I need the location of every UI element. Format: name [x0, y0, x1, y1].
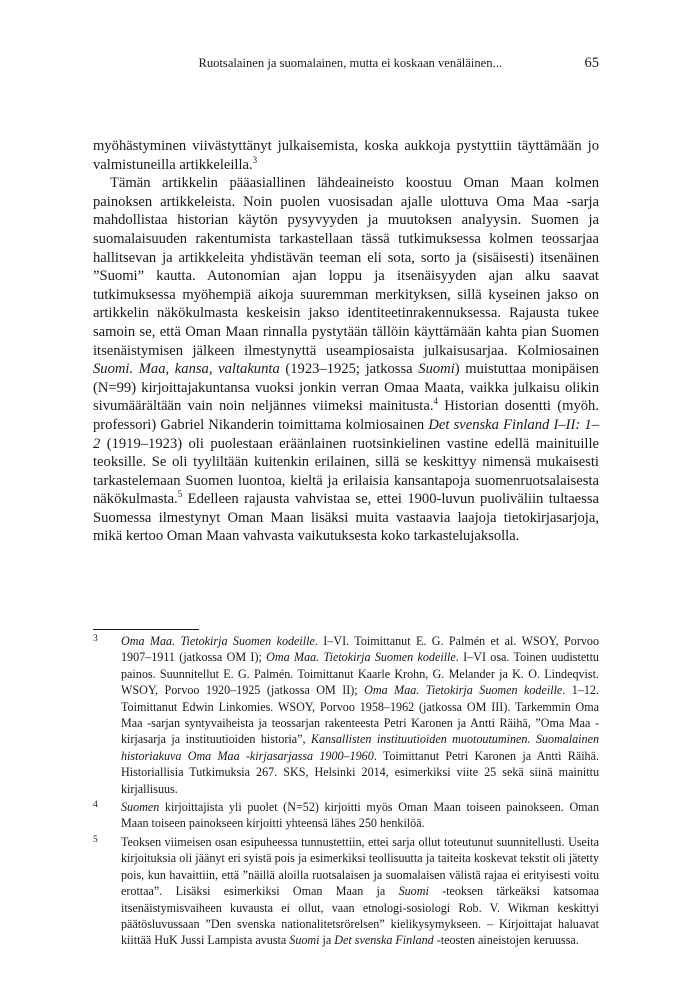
- footnote-text: . I–VI. Toimittanut E. G. Palmén et al. WSOY, Porvoo 1907–1911 (jatkossa OM I);: [121, 634, 599, 665]
- footnote-text: Teoksen viimeisen osan esipuheessa tunnustettiin, ettei sarja ollut toteutunut suunnitellusti. Useita kirjoituksia oli jäänyt eri syistä pois ja esimerkiksi teollisuutta ja taiteita koskevat tekstit oli jätetty pois, kun havaittiin, että ”näillä aloilla ruotsalaisen ja suomalaisen välistä rajaa ei erityisesti voitu erottaa”. Lisäksi esimerkiksi Oman Maan ja: [121, 834, 599, 899]
- footnote-number: 3: [93, 634, 98, 644]
- paragraph-2-text: Tämän artikkelin pääasiallinen lähdeaineisto koostuu Oman Maan kolmen painoksen artikkeleista. Noin puolen vuosisadan ajalle ulottuva Oma Maa -sarja mahdollistaa historian käytön pysyvyyden ja muutoksen analyysin. Suomen ja suomalaisuuden rakentumista tarkastellaan tässä tutkimuksessa kolmen teossarjaa hallitsevan ja artikkeleita yhdistävän teeman eli sota, sorto ja (sisäisesti) itsenäinen ”Suomi” kautta. Autonomian ajan loppu ja itsenäisyyden ajan alku saavat tutkimuksessa myöhempiä aikoja suuremman merkityksen, sillä kyseinen jakso on artikkelin näkökulmasta keskeisin jakso identiteetinrakennuksessa. Rajausta tukee samoin se, että Oman Maan rinnalla pystytään tällöin käyttämään kahta pian Suomen itsenäistymisen jälkeen ilmestynyttä useampiosaista julkaisusarjaa. Kolmiosainen: [93, 175, 599, 359]
- footnote-text: . 1–12. Toimittanut Edwin Linkomies. WSOY, Porvoo 1958–1962 (jatkossa OM III). Tarkemmin Oma Maa -sarjan syntyvaiheista ja teossarjan rakenteesta Petri Karonen ja Antti Räihä, ”Oma Maa -kirjasarja ja instituutioiden historia”,: [121, 683, 599, 747]
- footnote-3: [93, 633, 599, 797]
- footnote-text: kirjoittajista yli puolet (N=52) kirjoitti myös Oman Maan toiseen painokseen. Oman Maan toiseen painokseen kirjoitti yhteensä lähes 250 henkilöä.: [121, 800, 599, 831]
- paragraph-2-text: ) muistuttaa monipäisen (N=99) kirjoittajakuntansa vuoksi jonkin verran Omaa Maata, vaikka julkaisu olikin sivumäärältään vain noin neljännes viimeksi mainitusta.: [93, 361, 599, 415]
- paragraph-1: [93, 137, 599, 174]
- footnote-ref-3[interactable]: 3: [252, 154, 258, 165]
- footnote-italic: Suomi: [289, 933, 320, 948]
- paragraph-2-text: (1919–1923) oli puolestaan eräänlainen ruotsinkielinen vastine edellä mainituille teoksille. Se oli tyyliltään kuitenkin erilainen, sillä se keskittyy nimensä mukaisesti tarkastelemaan Suomen luontoa, kieltä ja erilaisia kansantapoja suomenruotsalaisesta näkökulmasta.: [93, 435, 599, 508]
- footnote-text: ja: [319, 933, 335, 948]
- footnote-text: -teoksen tärkeäksi katsomaa itsenäistymisvaiheen kuvausta ei ollut, vaan etnologi-sosiologi Rob. V. Wikman keskittyi päätösluvussaan ”Den svenska nationalitetsrörelsen” kielikysymykseen. – Kirjoittajat haluavat kiittää HuK Jussi Lampista avusta: [121, 884, 599, 948]
- paragraph-2: [93, 174, 599, 546]
- main-text: [93, 137, 599, 546]
- page-number: 65: [584, 55, 599, 71]
- footnote-ref-4[interactable]: 4: [433, 396, 438, 407]
- work-title-suomi: Suomi: [418, 361, 455, 378]
- footnote-number: 5: [93, 834, 98, 845]
- work-title-det-svenska-finland: Det svenska Finland I–II: 1–2: [93, 416, 599, 452]
- paragraph-2-text: Edelleen rajausta vahvistaa se, ettei 1900-luvun puoliväliin tultaessa Suomessa ilmestynyt Oman Maan lisäksi muita vastaavia laajoja tietokirjasarjoja, mikä kertoo Oman Maan vahvasta vaikutuksesta koko tarkastelujaksolla.: [93, 491, 599, 545]
- paragraph-1-text: myöhästyminen viivästyttänyt julkaisemista, koska aukkoja pystyttiin täyttämään jo valmistuneilla artikkeleilla.: [93, 138, 599, 173]
- footnote-ref-5[interactable]: 5: [177, 489, 183, 500]
- footnote-divider: [93, 629, 199, 630]
- footnote-italic: Oma Maa. Tietokirja Suomen kodeille: [121, 634, 315, 648]
- footnote-4: [93, 799, 599, 832]
- footnote-italic: Kansallisten instituutioiden muotoutuminen. Suomalainen historiakuva Oma Maa -kirjasarjassa 1900–1960: [121, 732, 600, 763]
- footnote-italic: Oma Maa. Tietokirja Suomen kodeille: [266, 650, 456, 665]
- paragraph-2-text: (1923–1925; jatkossa: [279, 361, 419, 378]
- footnote-text: . I–VI osa. Toinen uudistettu painos. Suunnitellut E. G. Palmén. Toimittanut Kaarle Krohn, G. Melander ja K. O. Lindeqvist. WSOY, Porvoo 1920–1925 (jatkossa OM II);: [121, 650, 599, 698]
- footnotes: [93, 633, 599, 951]
- work-title-suomi-maa-kansa-valtakunta: Suomi. Maa, kansa, valtakunta: [93, 361, 280, 378]
- footnote-italic: Suomen: [121, 800, 160, 815]
- footnote-text: . Toimittanut Petri Karonen ja Antti Räihä. Historiallisia Tutkimuksia 267. SKS, Helsinki 2014, esimerkiksi viite 25 sekä siinä mainittu kirjallisuus.: [121, 748, 599, 796]
- footnote-italic: Det svenska Finland: [334, 933, 434, 948]
- footnote-text: -teosten aineistojen keruussa.: [433, 933, 579, 948]
- running-title: Ruotsalainen ja suomalainen, mutta ei koskaan venäläinen...: [198, 56, 502, 70]
- paragraph-2-text: Historian dosentti (myöh. professori) Gabriel Nikanderin toimittama kolmiosainen: [93, 398, 599, 433]
- running-header: [93, 56, 599, 76]
- footnote-number: 4: [93, 800, 98, 811]
- footnote-italic: Suomi: [398, 884, 429, 899]
- footnote-italic: Oma Maa. Tietokirja Suomen kodeille: [364, 683, 563, 698]
- footnote-5: [93, 834, 599, 949]
